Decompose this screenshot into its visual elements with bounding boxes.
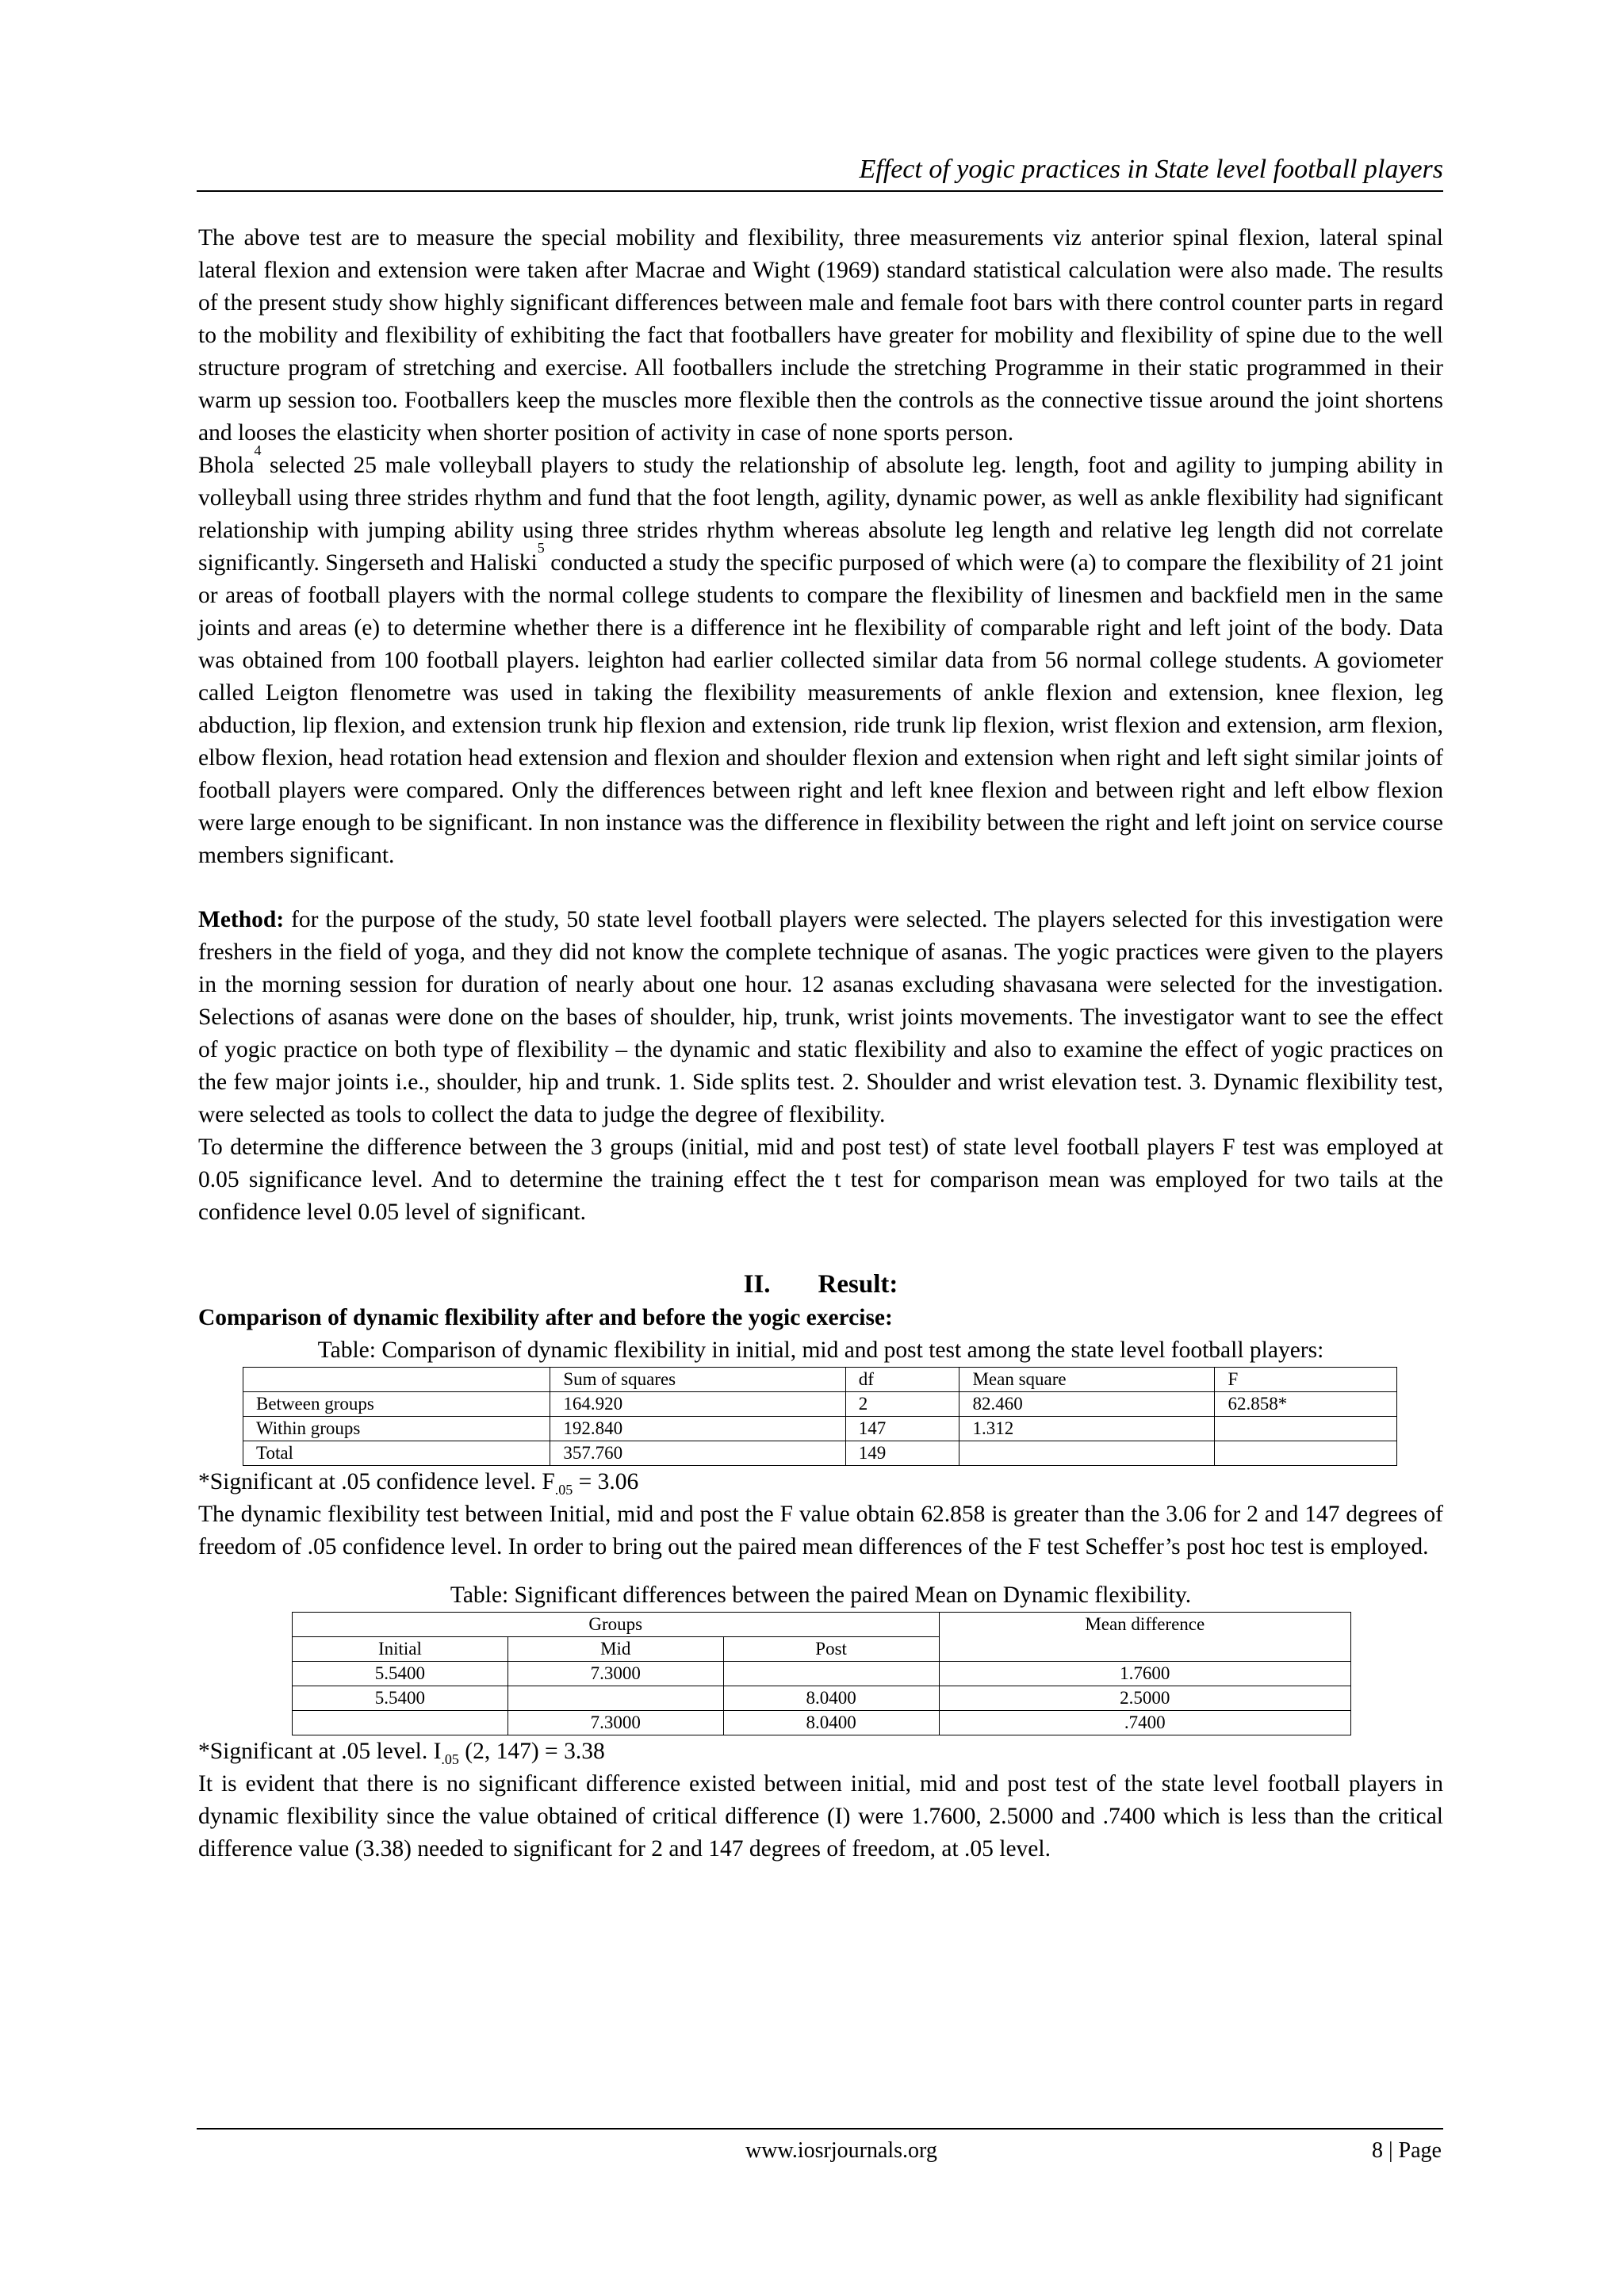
paragraph-intro: The above test are to measure the special mobility and flexibility, three measurements viz anterior spinal flexion, lateral spinal lateral flexion and extension were taken after Macrae and Wight (1969) standard statistical calculation were also made. The results of the present study show highly significant differences between male and female foot bars with there control counter parts in regard to the mobility and flexibility of exhibiting the fact that footballers have greater for mobility and flexibility of spine due to the well structure program of stretching and exercise. All footballers include the stretching Programme in their static programmed in their warm up session too. Footballers keep the muscles more flexible then the controls as the connective tissue around the joint shortens and looses the elasticity when shorter position of activity in case of none sports person. xyxy=(198,225,1443,446)
table-cell xyxy=(508,1686,723,1711)
paragraph-statistics: To determine the difference between the 3 groups (initial, mid and post test) of state level football players F test was employed at 0.05 significance level. And to determine the training effect the t test for comparison mean was employed for two tails at the confidence level 0.05 level of significant. xyxy=(198,1135,1443,1225)
result-subheading: Comparison of dynamic flexibility after and before the yogic exercise: xyxy=(198,1305,893,1330)
table-cell: Total xyxy=(243,1441,550,1466)
reference-4: 4 xyxy=(254,442,262,458)
table-row xyxy=(293,1711,1351,1735)
table-cell: 5.5400 xyxy=(293,1662,508,1686)
table-cell: 62.858* xyxy=(1215,1392,1397,1417)
table-header-cell: Sum of squares xyxy=(550,1368,845,1392)
table-header-cell: df xyxy=(845,1368,959,1392)
footer-website: www.iosrjournals.org xyxy=(745,2138,937,2163)
table-cell: 147 xyxy=(845,1417,959,1441)
anova-table xyxy=(243,1367,1397,1466)
table-header-cell: Post xyxy=(723,1637,939,1662)
paragraph-method xyxy=(198,904,1443,1131)
significance-note-f: *Significant at .05 confidence level. $F_{.05} = 3.06$ xyxy=(198,1469,639,1498)
table-cell: 149 xyxy=(845,1441,959,1466)
table-cell: 1.312 xyxy=(959,1417,1215,1441)
table-cell: 2.5000 xyxy=(939,1686,1350,1711)
significance-note-critical: *Significant at .05 level. $I_{.05}$ (2, 147) = 3.38 xyxy=(198,1739,605,1767)
table-cell: 164.920 xyxy=(550,1392,845,1417)
table-header-cell xyxy=(243,1368,550,1392)
running-header-title: Effect of yogic practices in State level football players xyxy=(859,155,1443,184)
author-bhola: Bhola xyxy=(198,453,255,478)
table-cell: Within groups xyxy=(243,1417,550,1441)
page-content xyxy=(198,222,1443,1866)
table-cell xyxy=(1215,1441,1397,1466)
paragraph-conclusion: It is evident that there is no significant difference existed between initial, mid and post test of the state level football players in dynamic flexibility since the value obtained of critical difference (I) were 1.7600, 2.5000 and .7400 which is less than the critical difference value (3.38) needed to significant for 2 and 147 degrees of freedom, at .05 level. xyxy=(198,1771,1443,1862)
table-cell: .7400 xyxy=(939,1711,1350,1735)
table-cell xyxy=(1215,1417,1397,1441)
reference-5: 5 xyxy=(537,540,545,556)
method-text: for the purpose of the study, 50 state level football players were selected. The players selected for this investigation were freshers in the field of yoga, and they did not know the complete technique of asanas. The yogic practices were given to the players in the morning session for duration of nearly about one hour. 12 asanas excluding shavasana were selected for the investigation. Selections of asanas were done on the bases of shoulder, hip, trunk, wrist joints movements. The investigator want to see the effect of yogic practice on both type of flexibility – the dynamic and static flexibility and also to examine the effect of yogic practices on the few major joints i.e., shoulder, hip and trunk. 1. Side splits test. 2. Shoulder and wrist elevation test. 3. Dynamic flexibility test, were selected as tools to collect the data to judge the degree of flexibility. xyxy=(198,907,1443,1127)
footer-page-number: 8 | Page xyxy=(1371,2138,1442,2163)
table-row xyxy=(243,1417,1397,1441)
section-number: II. xyxy=(743,1270,771,1299)
table-cell: 7.3000 xyxy=(508,1662,723,1686)
table-cell: 357.760 xyxy=(550,1441,845,1466)
literature-text-1: selected 25 male volleyball players to study the relationship of absolute leg. length, foot and agility to jumping ability in volleyball using three strides rhythm and fund that the foot length, agility, dynamic power, as well as ankle flexibility had significant relationship with jumping ability using three strides rhythm whereas absolute leg length and relative leg length did not correlate significantly. Singerseth and Haliski xyxy=(198,453,1443,576)
table-cell: 2 xyxy=(845,1392,959,1417)
table-cell: 8.0400 xyxy=(723,1711,939,1735)
table-cell: 8.0400 xyxy=(723,1686,939,1711)
table-cell: Between groups xyxy=(243,1392,550,1417)
table-header-cell: Mean square xyxy=(959,1368,1215,1392)
table2-caption: Table: Significant differences between the paired Mean on Dynamic flexibility. xyxy=(450,1582,1192,1608)
method-label: Method: xyxy=(198,907,285,932)
paragraph-f-test: The dynamic flexibility test between Initial, mid and post the F value obtain 62.858 is greater than the 3.06 for 2 and 147 degrees of freedom of .05 confidence level. In order to bring out the paired mean differences of the F test Scheffer’s post hoc test is employed. xyxy=(198,1502,1443,1559)
header-rule xyxy=(197,190,1443,192)
table-cell xyxy=(959,1441,1215,1466)
table-header-cell: Initial xyxy=(293,1637,508,1662)
paragraph-literature xyxy=(198,442,1443,872)
table-header-cell: F xyxy=(1215,1368,1397,1392)
table-cell xyxy=(293,1711,508,1735)
paired-mean-table xyxy=(292,1612,1351,1735)
section-heading-result xyxy=(198,1267,1443,1302)
literature-text-2: conducted a study the specific purposed of which were (a) to compare the flexibility of 21 joint or areas of football players with the normal college students to compare the flexibility of linesmen and backfield men in the same joints and areas (e) to determine whether there is a difference int he flexibility of comparable right and left joint of the body. Data was obtained from 100 football players. leighton had earlier collected similar data from 56 normal college students. A goviometer called Leigton flenometre was used in taking the flexibility measurements of ankle flexion and extension, knee flexion, leg abduction, lip flexion, and extension trunk hip flexion and extension, ride trunk lip flexion, wrist flexion and extension, arm flexion, elbow flexion, head rotation head extension and flexion and shoulder flexion and extension when right and left sight similar joints of football players were compared. Only the differences between right and left knee flexion and between right and left elbow flexion were large enough to be significant. In non instance was the difference in flexibility between the right and left joint on service course members significant. xyxy=(198,550,1443,868)
table-cell: 5.5400 xyxy=(293,1686,508,1711)
table-header-cell: Mid xyxy=(508,1637,723,1662)
table-cell: 1.7600 xyxy=(939,1662,1350,1686)
mean-difference-header: Mean difference xyxy=(939,1613,1350,1662)
table1-caption: Table: Comparison of dynamic flexibility in initial, mid and post test among the state level football players: xyxy=(317,1337,1324,1363)
table-header-row xyxy=(293,1613,1351,1637)
table-row xyxy=(243,1392,1397,1417)
table-cell xyxy=(723,1662,939,1686)
footer-rule xyxy=(197,2128,1443,2130)
table-cell: 82.460 xyxy=(959,1392,1215,1417)
table-header-row xyxy=(243,1368,1397,1392)
table-row xyxy=(293,1686,1351,1711)
section-title: Result: xyxy=(818,1270,898,1299)
table-row xyxy=(243,1441,1397,1466)
table-cell: 192.840 xyxy=(550,1417,845,1441)
groups-header: Groups xyxy=(293,1613,940,1637)
table-row xyxy=(293,1662,1351,1686)
table-cell: 7.3000 xyxy=(508,1711,723,1735)
